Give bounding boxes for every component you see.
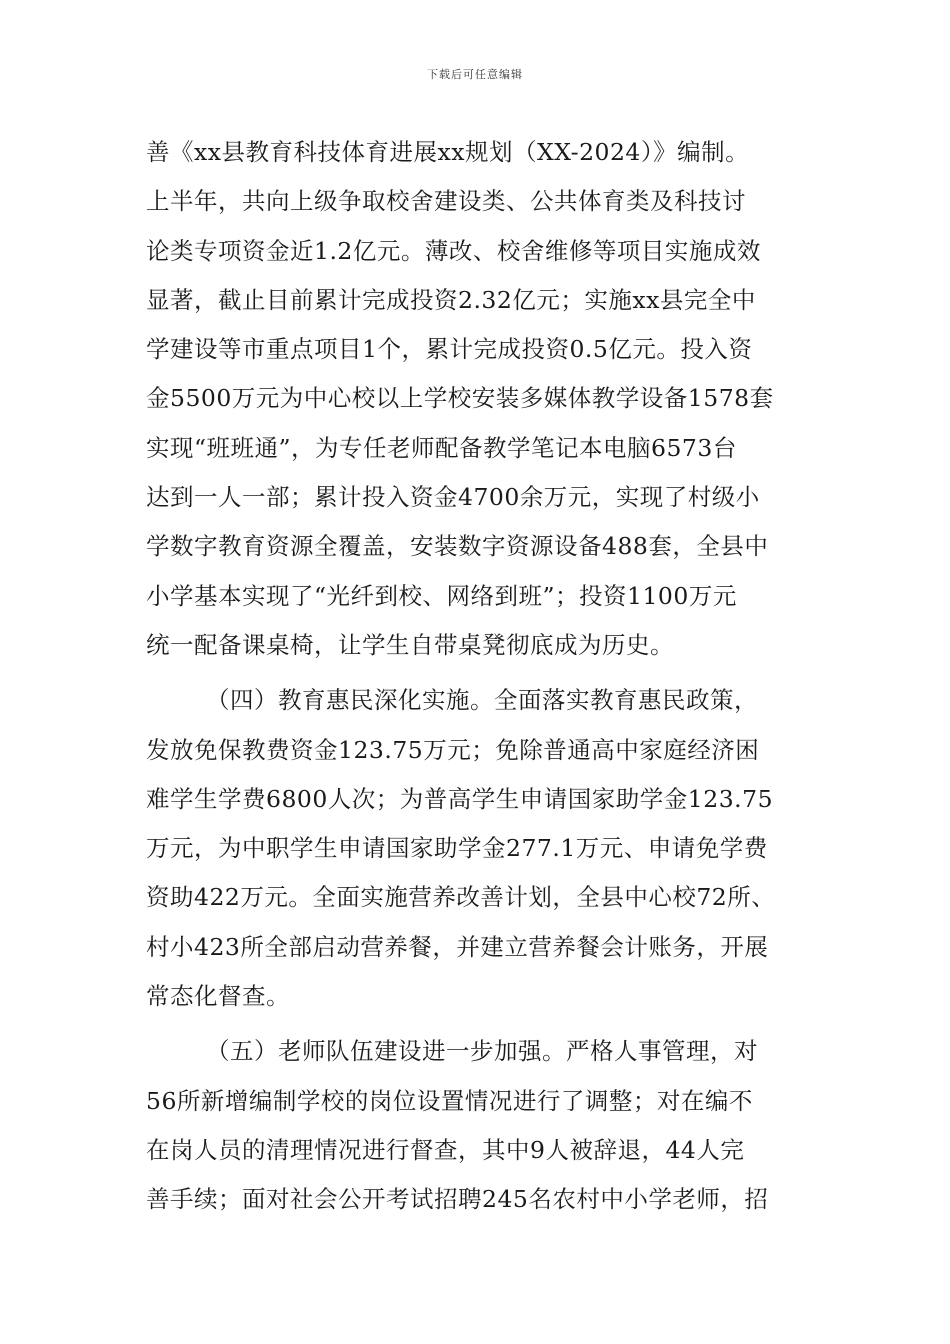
text-line: 学数字教育资源全覆盖，安装数字资源设备488套，全县中 [146,532,769,561]
text-line: 金5500万元为中心校以上学校安装多媒体教学设备1578套 [146,384,774,413]
text-line: 万元，为中职学生申请国家助学金277.1万元、申请免学费 [146,834,768,863]
page-header: 下载后可任意编辑 [427,68,523,81]
text-line: 实现“班班通”，为专任老师配备教学笔记本电脑6573台 [146,433,737,462]
text-line: 学建设等市重点项目1个，累计完成投资0.5亿元。投入资 [146,335,753,364]
document-body [146,128,818,1225]
paragraph [146,1027,818,1224]
text-line: 难学生学费6800人次；为普高学生申请国家助学金123.75 [146,784,774,813]
text-line: 56所新增编制学校的岗位设置情况进行了调整；对在编不 [146,1086,753,1115]
text-line: 论类专项资金近1.2亿元。薄改、校舍维修等项目实施成效 [146,236,761,265]
text-line: 发放免保教费资金123.75万元；免除普通高中家庭经济困 [146,735,760,764]
paragraph [146,676,818,1021]
paragraph [146,128,818,670]
text-line: 善手续；面对社会公开考试招聘245名农村中小学老师，招 [146,1185,769,1214]
text-line: （四）教育惠民深化实施。全面落实教育惠民政策， [206,686,758,715]
text-line: 常态化督查。 [146,982,290,1011]
text-line: 显著，截止目前累计完成投资2.32亿元；实施xx县完全中 [146,285,756,314]
text-line: （五）老师队伍建设进一步加强。严格人事管理，对 [206,1037,758,1066]
text-line: 上半年，共向上级争取校舍建设类、公共体育类及科技讨 [146,187,746,216]
text-line: 资助422万元。全面实施营养改善计划，全县中心校72所、 [146,883,776,912]
text-line: 村小423所全部启动营养餐，并建立营养餐会计账务，开展 [146,932,769,961]
text-line: 善《xx县教育科技体育进展xx规划（XX-2024）》编制。 [146,138,750,166]
text-line: 达到一人一部；累计投入资金4700余万元，实现了村级小 [146,483,760,512]
text-line: 在岗人员的清理情况进行督查，其中9人被辞退，44人完 [146,1135,745,1164]
text-line: 小学基本实现了“光纤到校、网络到班”；投资1100万元 [146,581,737,610]
text-line: 统一配备课桌椅，让学生自带桌凳彻底成为历史。 [146,630,674,659]
